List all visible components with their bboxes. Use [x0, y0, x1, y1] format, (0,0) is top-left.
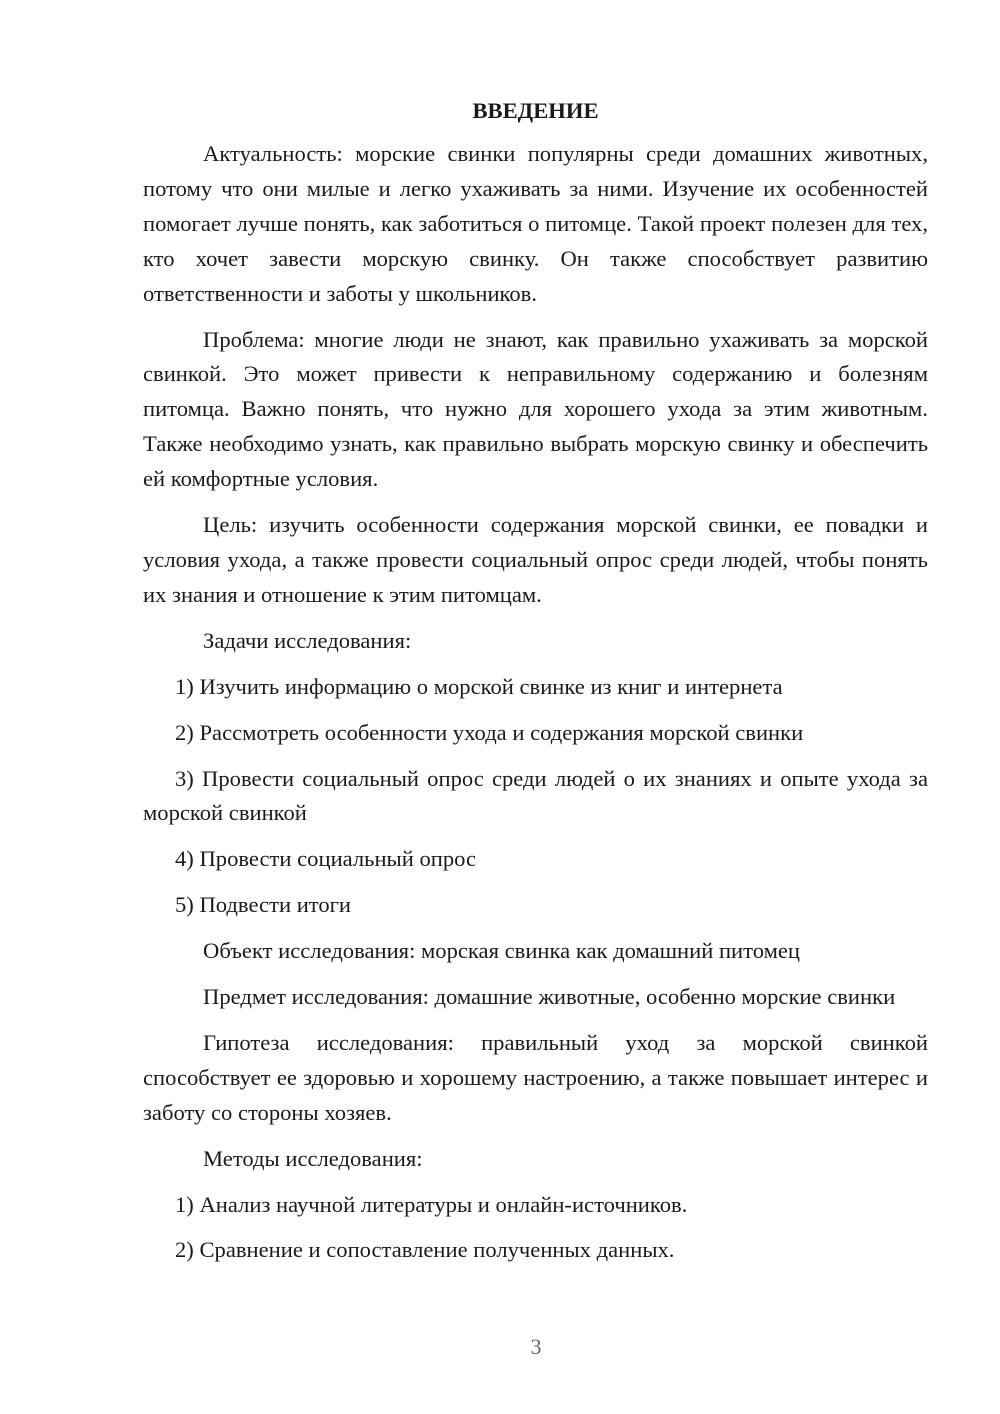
task-item-1: 1) Изучить информацию о морской свинке из книг и интернета [175, 673, 783, 699]
goal-paragraph: Цель: изучить особенности содержания морской свинки, ее повадки и условия ухода, а также провести социальный опрос среди людей, чтобы понять их знания и отношение к этим питомцам. [143, 512, 928, 607]
task-item-5: 5) Подвести итоги [175, 892, 352, 918]
hypothesis-paragraph: Гипотеза исследования: правильный уход за морской свинкой способствует ее здоровью и хорошему настроению, а также повышает интерес и заботу со стороны хозяев. [143, 1029, 928, 1125]
object-paragraph: Объект исследования: морская свинка как домашний питомец [203, 938, 801, 964]
tasks-heading: Задачи исследования: [203, 627, 412, 653]
section-title: ВВЕДЕНИЕ [472, 98, 599, 123]
task-item-2: 2) Рассмотреть особенности ухода и содержания морской свинки [175, 719, 804, 745]
page-number: 3 [530, 1334, 542, 1359]
methods-heading: Методы исследования: [203, 1145, 423, 1171]
task-item-3: 3) Провести социальный опрос среди людей о их знаниях и опыте ухода за морской свинкой [143, 765, 928, 826]
task-item-4: 4) Провести социальный опрос [175, 846, 477, 872]
subject-paragraph: Предмет исследования: домашние животные, особенно морские свинки [203, 984, 896, 1010]
relevance-paragraph: Актуальность: морские свинки популярны среди домашних животных, потому что они милые и легко ухаживать за ними. Изучение их особенностей помогает лучше понять, как заботиться о питомце. Такой проект полезен для тех, кто хочет завести морскую свинку. Он также способствует развитию ответственности и заботы у школьников. [143, 141, 928, 306]
method-item-1: 1) Анализ научной литературы и онлайн-источников. [175, 1191, 688, 1217]
problem-paragraph: Проблема: многие люди не знают, как правильно ухаживать за морской свинкой. Это может привести к неправильному содержанию и болезням питомца. Важно понять, что нужно для хорошего ухода за этим животным. Также необходимо узнать, как правильно выбрать морскую свинку и обеспечить ей комфортные условия. [143, 326, 928, 492]
document-page [143, 96, 928, 1268]
method-item-2: 2) Сравнение и сопоставление полученных данных. [175, 1237, 675, 1263]
